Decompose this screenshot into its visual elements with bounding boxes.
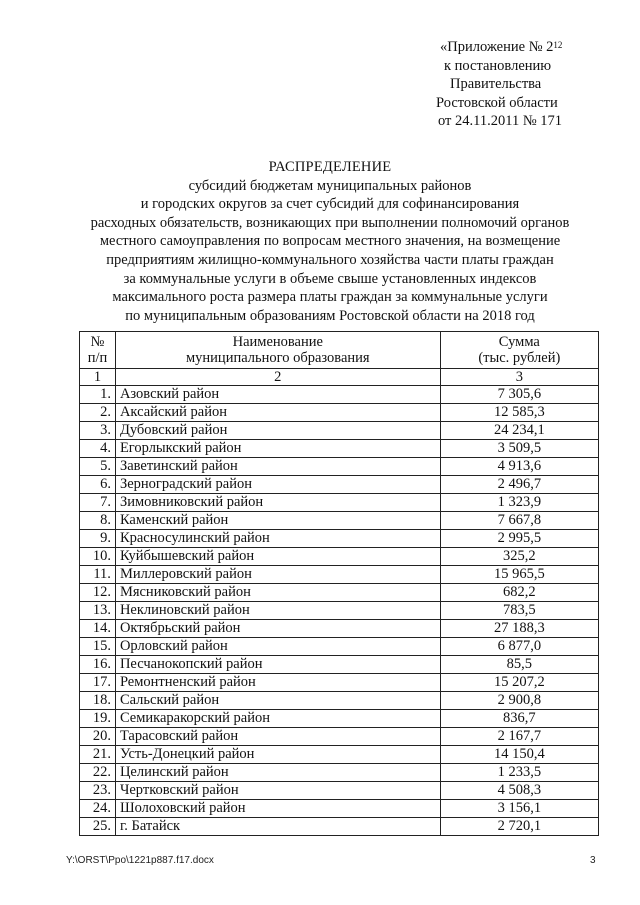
header-sum-line-2: (тыс. рублей) [478, 350, 561, 366]
row-municipality: Семикаракорский район [115, 710, 440, 728]
row-number: 7. [80, 494, 116, 512]
row-sum: 682,2 [440, 584, 598, 602]
header-name-line-2: муниципального образования [185, 350, 370, 366]
appendix-line-1 [418, 38, 618, 57]
column-number: 3 [440, 369, 598, 386]
row-municipality: Шолоховский район [115, 800, 440, 818]
distribution-table [79, 331, 599, 836]
column-number-row [80, 369, 599, 386]
row-number: 20. [80, 728, 116, 746]
table-row [80, 476, 599, 494]
table-row [80, 638, 599, 656]
appendix-block [418, 38, 618, 131]
row-number: 16. [80, 656, 116, 674]
row-number: 22. [80, 764, 116, 782]
table-row [80, 404, 599, 422]
row-municipality: Красносулинский район [115, 530, 440, 548]
row-municipality: Каменский район [115, 512, 440, 530]
table-row [80, 530, 599, 548]
row-number: 21. [80, 746, 116, 764]
table-row [80, 548, 599, 566]
row-municipality: Тарасовский район [115, 728, 440, 746]
row-municipality: Песчанокопский район [115, 656, 440, 674]
heading-line: расходных обязательств, возникающих при выполнении полномочий органов [90, 214, 570, 231]
row-sum: 1 233,5 [440, 764, 598, 782]
row-number: 14. [80, 620, 116, 638]
header-sum-line-1: Сумма [498, 333, 540, 350]
appendix-title: «Приложение № 2 [440, 39, 554, 55]
row-sum: 12 585,3 [440, 404, 598, 422]
row-sum: 783,5 [440, 602, 598, 620]
header-sum [440, 332, 598, 369]
row-municipality: Сальский район [115, 692, 440, 710]
heading-line: и городских округов за счет субсидий для софинансирования [140, 196, 520, 213]
table-row [80, 728, 599, 746]
row-sum: 2 900,8 [440, 692, 598, 710]
heading-line: субсидий бюджетам муниципальных районов [188, 177, 472, 194]
footer-page-number: 3 [590, 855, 596, 866]
table-header-row [80, 332, 599, 369]
row-number: 25. [80, 818, 116, 836]
row-number: 18. [80, 692, 116, 710]
row-municipality: Целинский район [115, 764, 440, 782]
footer-file-path: Y:\ORST\Ppo\1221p887.f17.docx [66, 855, 214, 866]
row-sum: 4 913,6 [440, 458, 598, 476]
row-number: 15. [80, 638, 116, 656]
table-row [80, 746, 599, 764]
row-sum: 15 965,5 [440, 566, 598, 584]
row-sum: 2 167,7 [440, 728, 598, 746]
row-sum: 27 188,3 [440, 620, 598, 638]
table-row [80, 584, 599, 602]
row-sum: 836,7 [440, 710, 598, 728]
table-row [80, 566, 599, 584]
appendix-line-5: от 24.11.2011 № 171 [438, 113, 563, 129]
row-sum: 7 667,8 [440, 512, 598, 530]
appendix-superscript: 12 [553, 40, 563, 50]
header-name [115, 332, 440, 369]
table-row [80, 656, 599, 674]
row-municipality: Усть-Донецкий район [115, 746, 440, 764]
row-sum: 3 509,5 [440, 440, 598, 458]
table-row [80, 458, 599, 476]
row-number: 3. [80, 422, 116, 440]
table-row [80, 710, 599, 728]
row-number: 8. [80, 512, 116, 530]
row-sum: 2 995,5 [440, 530, 598, 548]
heading-line: за коммунальные услуги в объеме свыше установленных индексов [123, 270, 537, 287]
appendix-line-4: Ростовской области [436, 94, 558, 111]
table-row [80, 818, 599, 836]
row-sum: 325,2 [440, 548, 598, 566]
row-number: 17. [80, 674, 116, 692]
table-row [80, 782, 599, 800]
row-municipality: Неклиновский район [115, 602, 440, 620]
row-municipality: Заветинский район [115, 458, 440, 476]
header-number-line-1: № [90, 333, 105, 350]
heading-line: предприятиям жилищно-коммунального хозяйства части платы граждан [106, 251, 554, 268]
row-sum: 3 156,1 [440, 800, 598, 818]
row-municipality: Куйбышевский район [115, 548, 440, 566]
row-municipality: Октябрьский район [115, 620, 440, 638]
row-number: 19. [80, 710, 116, 728]
row-number: 5. [80, 458, 116, 476]
row-municipality: Зерноградский район [115, 476, 440, 494]
row-sum: 6 877,0 [440, 638, 598, 656]
table-row [80, 620, 599, 638]
row-sum: 14 150,4 [440, 746, 598, 764]
table-row [80, 386, 599, 404]
row-municipality: Азовский район [115, 386, 440, 404]
row-sum: 4 508,3 [440, 782, 598, 800]
table-row [80, 512, 599, 530]
table-row [80, 494, 599, 512]
document-title: РАСПРЕДЕЛЕНИЕ [268, 159, 392, 175]
row-municipality: Егорлыкский район [115, 440, 440, 458]
table-row [80, 692, 599, 710]
table-row [80, 764, 599, 782]
appendix-line-2: к постановлению [444, 57, 552, 74]
row-municipality: Дубовский район [115, 422, 440, 440]
row-number: 11. [80, 566, 116, 584]
row-number: 1. [80, 386, 116, 404]
column-number: 2 [115, 369, 440, 386]
header-number-line-2: п/п [87, 350, 108, 366]
appendix-line-3: Правительства [450, 76, 542, 92]
row-sum: 7 305,6 [440, 386, 598, 404]
row-sum: 24 234,1 [440, 422, 598, 440]
row-sum: 1 323,9 [440, 494, 598, 512]
row-municipality: Ремонтненский район [115, 674, 440, 692]
table-row [80, 674, 599, 692]
row-sum: 15 207,2 [440, 674, 598, 692]
row-municipality: Зимовниковский район [115, 494, 440, 512]
row-number: 13. [80, 602, 116, 620]
row-municipality: Орловский район [115, 638, 440, 656]
header-number [80, 332, 116, 369]
row-sum: 85,5 [440, 656, 598, 674]
row-number: 2. [80, 404, 116, 422]
table-row [80, 422, 599, 440]
header-name-line-1: Наименование [232, 333, 323, 350]
row-municipality: Чертковский район [115, 782, 440, 800]
table-row [80, 800, 599, 818]
column-number: 1 [80, 369, 116, 386]
row-number: 9. [80, 530, 116, 548]
row-number: 4. [80, 440, 116, 458]
heading-line: максимального роста размера платы граждан за коммунальные услуги [112, 289, 548, 306]
row-municipality: Мясниковский район [115, 584, 440, 602]
row-number: 6. [80, 476, 116, 494]
row-municipality: Аксайский район [115, 404, 440, 422]
table-body [80, 386, 599, 836]
heading-line: местного самоуправления по вопросам местного значения, на возмещение [99, 233, 561, 250]
document-heading [60, 158, 600, 325]
row-municipality: Миллеровский район [115, 566, 440, 584]
table-row [80, 602, 599, 620]
row-sum: 2 496,7 [440, 476, 598, 494]
table-row [80, 440, 599, 458]
row-municipality: г. Батайск [115, 818, 440, 836]
row-number: 23. [80, 782, 116, 800]
row-number: 10. [80, 548, 116, 566]
row-number: 24. [80, 800, 116, 818]
row-sum: 2 720,1 [440, 818, 598, 836]
heading-line: по муниципальным образованиям Ростовской области на 2018 год [125, 307, 535, 324]
row-number: 12. [80, 584, 116, 602]
